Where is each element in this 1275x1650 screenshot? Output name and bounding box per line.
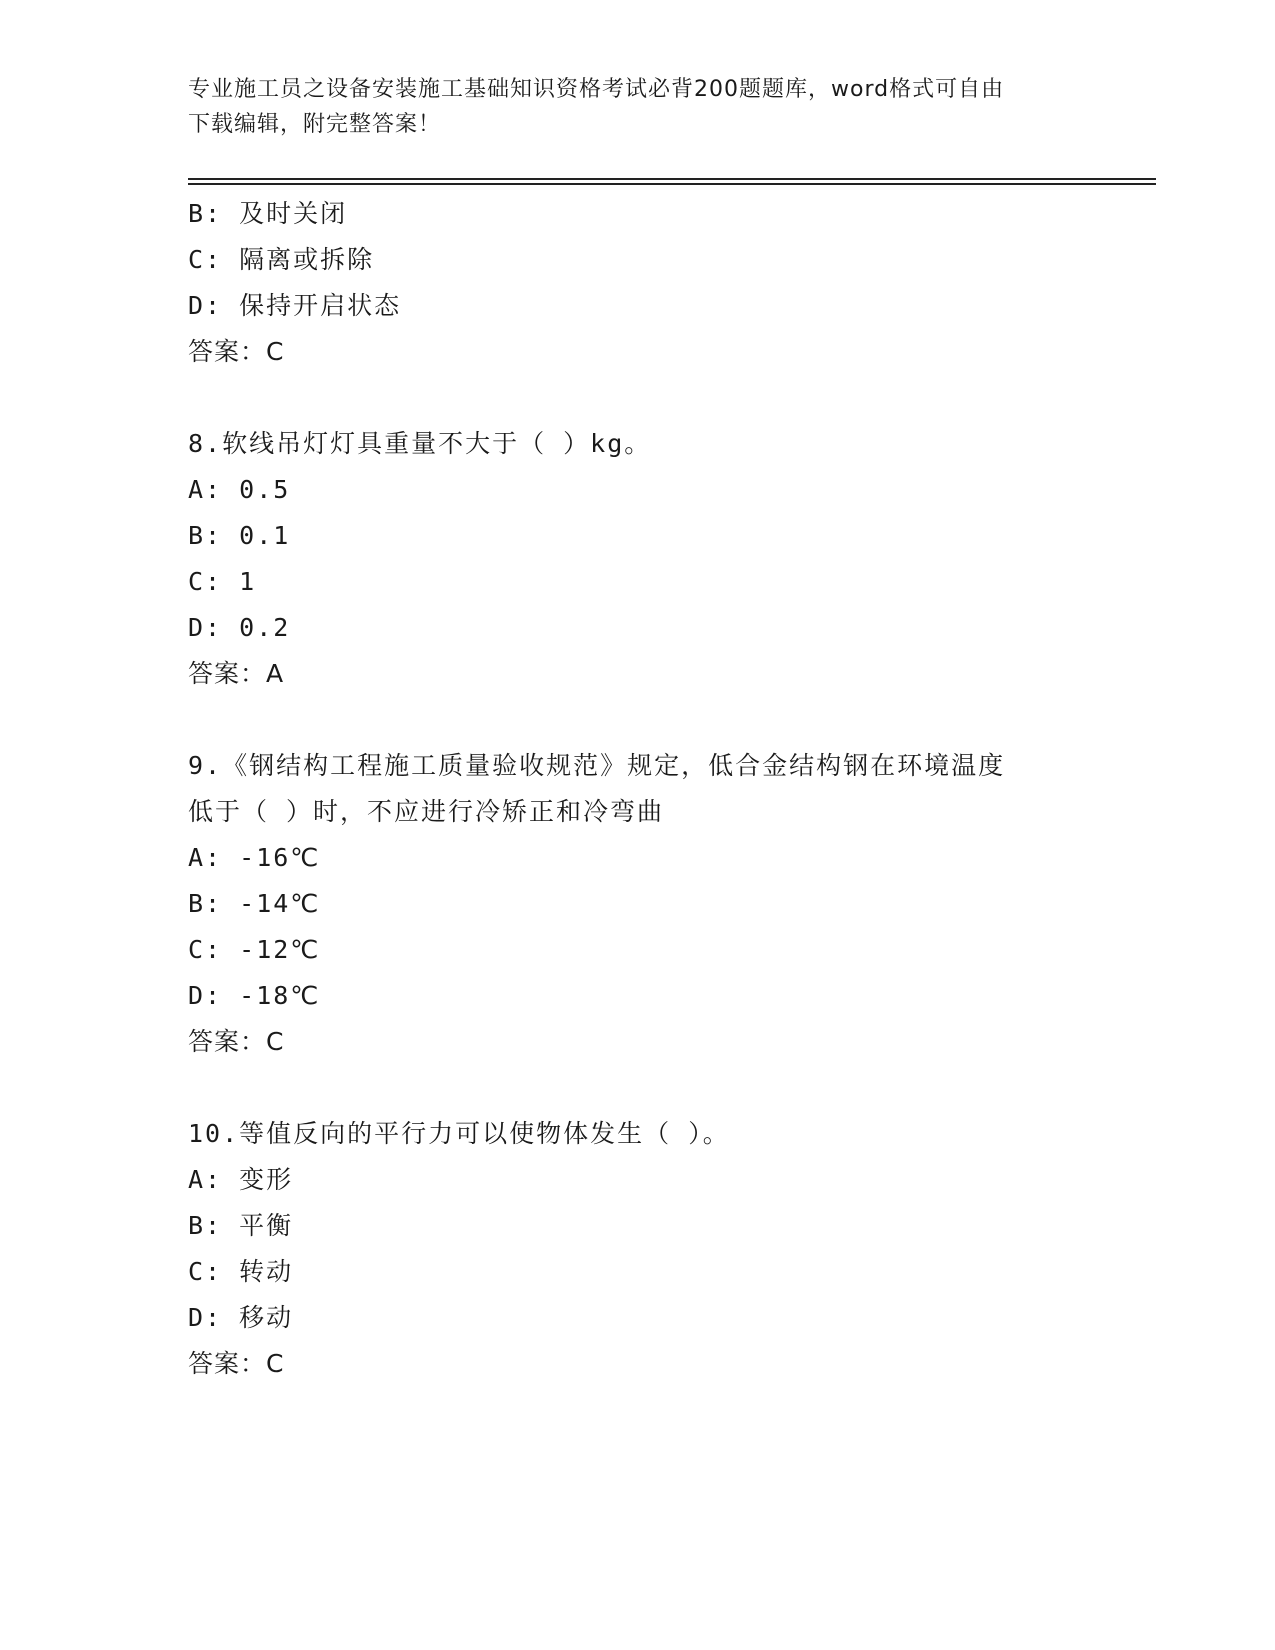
q9-option-d: D: -18℃	[188, 981, 321, 1010]
q10-option-d: D: 移动	[188, 1303, 294, 1332]
q10-option-c: C: 转动	[188, 1257, 294, 1286]
q7-answer: 答案：C	[188, 337, 285, 366]
q8-option-b: B: 0.1	[188, 521, 291, 550]
q10-question: 10.等值反向的平行力可以使物体发生（ ）。	[188, 1119, 730, 1148]
q9-option-b: B: -14℃	[188, 889, 321, 918]
q8-question: 8.软线吊灯灯具重量不大于（ ）kg。	[188, 429, 652, 458]
question-7-block	[188, 191, 1088, 375]
q8-option-c: C: 1	[188, 567, 257, 596]
document-header	[188, 72, 1088, 142]
spacer	[188, 697, 1088, 743]
header-divider-top	[188, 178, 1156, 180]
q10-answer: 答案：C	[188, 1349, 285, 1378]
spacer	[188, 375, 1088, 421]
q8-option-d: D: 0.2	[188, 613, 291, 642]
q10-option-b: B: 平衡	[188, 1211, 294, 1240]
q7-option-b: B: 及时关闭	[188, 199, 348, 228]
header-divider-bottom	[188, 183, 1156, 185]
q9-question-line-1: 9.《钢结构工程施工质量验收规范》规定，低合金结构钢在环境温度	[188, 751, 1006, 780]
question-9-block	[188, 743, 1088, 1065]
q7-option-d: D: 保持开启状态	[188, 291, 402, 320]
spacer	[188, 1065, 1088, 1111]
q7-option-c: C: 隔离或拆除	[188, 245, 375, 274]
header-title-line-1: 专业施工员之设备安装施工基础知识资格考试必背200题题库，word格式可自由	[188, 77, 1005, 102]
q8-answer: 答案：A	[188, 659, 285, 688]
q9-option-a: A: -16℃	[188, 843, 321, 872]
q8-option-a: A: 0.5	[188, 475, 291, 504]
question-10-block	[188, 1111, 1088, 1387]
q9-answer: 答案：C	[188, 1027, 285, 1056]
q10-option-a: A: 变形	[188, 1165, 294, 1194]
q9-question-line-2: 低于（ ）时，不应进行冷矫正和冷弯曲	[188, 797, 665, 826]
question-list	[188, 191, 1088, 1387]
q9-option-c: C: -12℃	[188, 935, 321, 964]
question-8-block	[188, 421, 1088, 697]
header-title-line-2: 下载编辑，附完整答案！	[188, 112, 442, 137]
